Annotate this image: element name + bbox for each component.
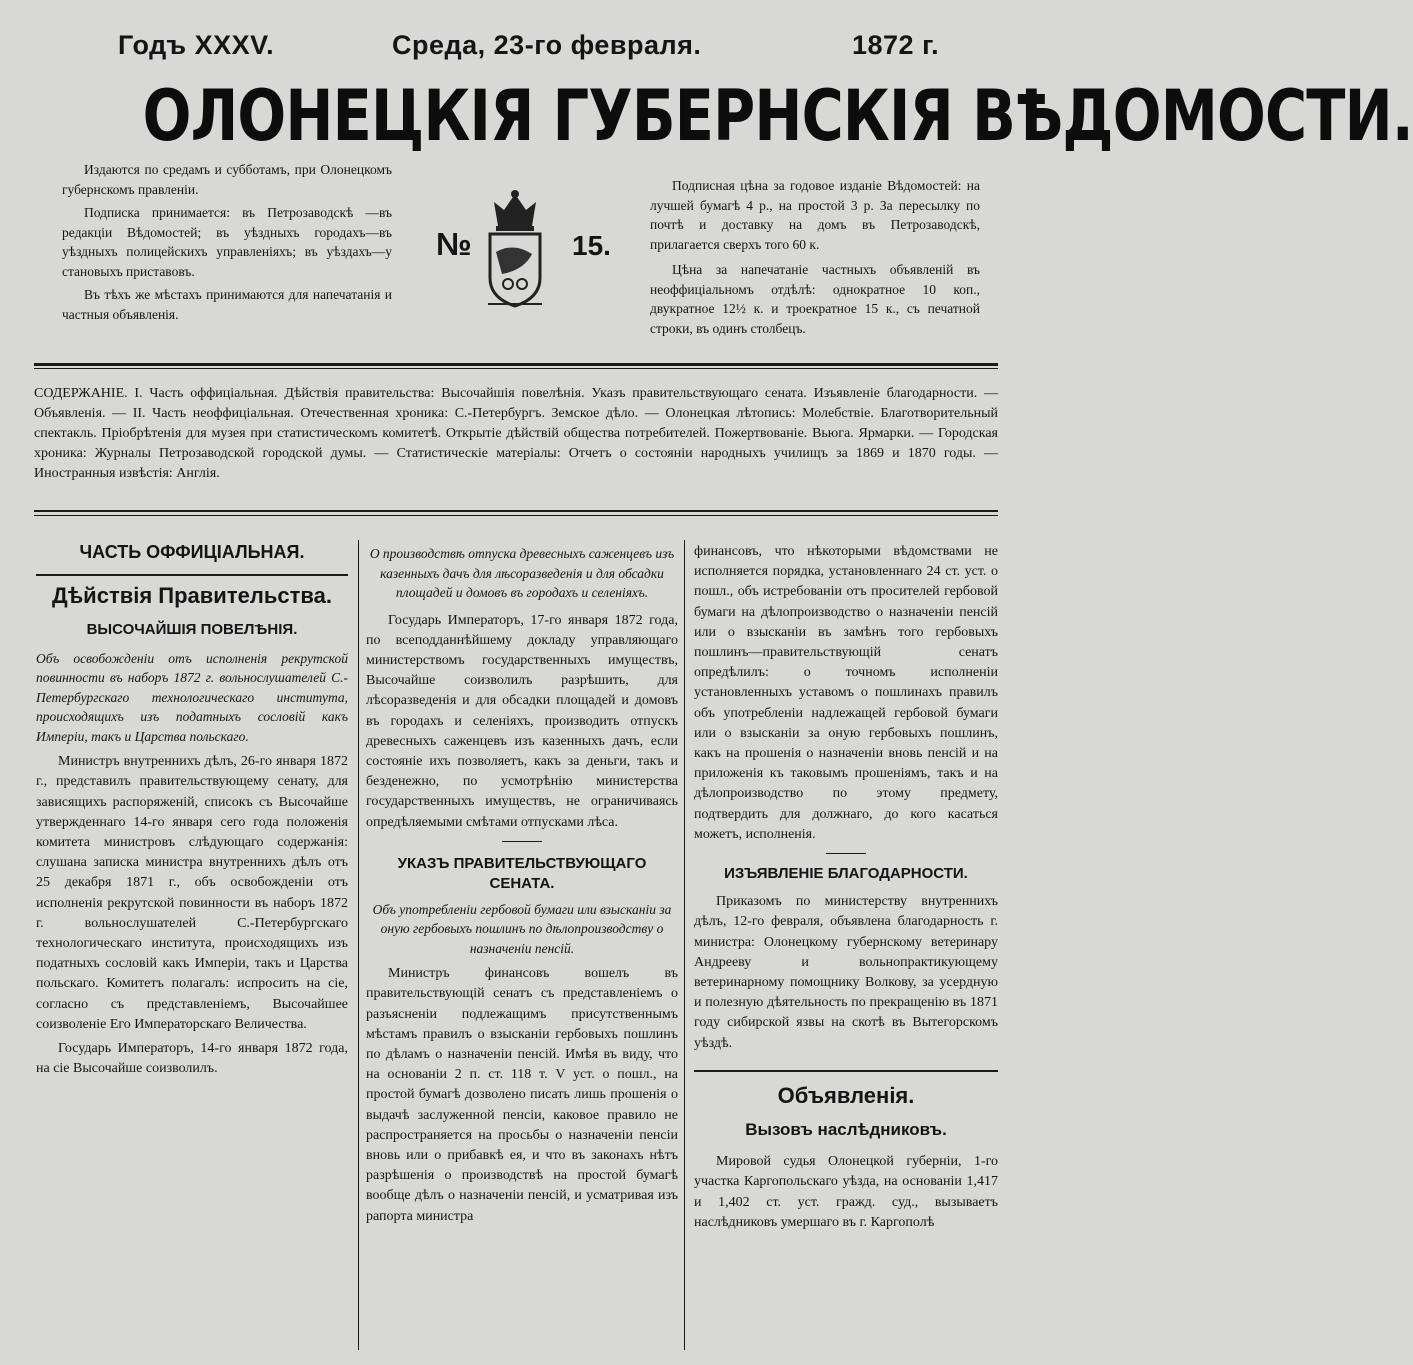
info-paragraph: Въ тѣхъ же мѣстахъ принимаются для напечатанія и частныя объявленія. [62, 287, 392, 322]
column-1 [36, 542, 348, 1079]
ukaz-continuation: финансовъ, что нѣкоторыми вѣдомствами не исполняется порядка, установленнаго 24 ст. уст. о пошл., объ истребованіи отъ просителей гербовой бумаги на дѣлопроизводство о назначеніи пенсій или о взысканіи въ замѣнъ того гербовыхъ пошлинъ—правительствующій сенатъ опредѣлилъ: о точномъ исполненіи установленныхъ уставомъ о пошлинахъ правилъ объ употребленіи надлежащей гербовой бумаги или о взысканіи за оную гербовыхъ пошлинъ, какъ на прошенія о назначеніи вновь пенсій и на приложенія къ таковымъ прошеніямъ, такъ и на дѣлопроизводство по этому предмету, подтвердить для должнаго, до кого касаться можетъ, исполненія. [694, 544, 998, 842]
ads-subtitle: Вызовъ наслѣдниковъ. [745, 1120, 947, 1140]
decree-paragraph: Государь Императоръ, 14-го января 1872 года, на сіе Высочайше соизволилъ. [36, 1040, 348, 1077]
issue-year: 1872 г. [852, 30, 940, 60]
thanks-title: ИЗЪЯВЛЕНІЕ БЛАГОДАРНОСТИ. [724, 865, 968, 883]
column-2 [366, 544, 678, 1227]
ukaz-title: УКАЗЪ ПРАВИТЕЛЬСТВУЮЩАГО СЕНАТА. [397, 854, 647, 892]
coat-of-arms-icon [480, 188, 550, 313]
masthead-title: ОЛОНЕЦКІЯ ГУБЕРНСКІЯ ВѢДОМОСТИ. [142, 75, 1413, 157]
decree-heading: О производствѣ отпуска древесныхъ саженцевъ изъ казенныхъ дачъ для лѣсоразведенія и для обсадки площадей и домовъ въ городахъ и селеніяхъ. [369, 546, 675, 600]
decree-paragraph: Министръ внутреннихъ дѣлъ, 26-го января 1872 г., представилъ правительствующему сенату, для зависящихъ распоряженій, списокъ съ Высочайше утвержденнаго 14-го января сего года положенія комитета министровъ слѣдующаго содержанія: слушана записка министра внутреннихъ дѣлъ отъ 25 декабря 1871 г., объ освобожденіи отъ исполненія рекрутской повинности въ наборъ 1872 г. вольнослушателей С.-Петербургскаго технологическаго института, происходящихъ изъ податныхъ сословій какъ Имперіи, такъ и Царства польскаго. Комитетъ полагалъ: испросить на сіе, согласно съ представленіемъ, Высочайшее соизволеніе Его Императорскаго Величества. [36, 754, 348, 1032]
part-title: ЧАСТЬ ОФФИЦІАЛЬНАЯ. [79, 542, 305, 562]
divider [34, 510, 998, 512]
info-paragraph: Подписная цѣна за годовое изданіе Вѣдомостей: на лучшей бумагѣ 4 р., на простой 3 р. За пересылку по почтѣ и доставку на домъ въ Петрозаводскѣ, прилагается сверхъ того 60 к. [650, 178, 980, 252]
price-info [650, 176, 980, 338]
decree-heading: Объ освобожденіи отъ исполненія рекрутской повинности въ наборъ 1872 г. вольнослушателей С.-Петербургскаго технологическаго института, происходящихъ изъ податныхъ сословій какъ Имперіи, такъ и Царства польскаго. [36, 650, 348, 744]
issue-number: 15. [572, 230, 611, 261]
divider [694, 1070, 998, 1072]
divider [826, 853, 866, 854]
thanks-paragraph: Приказомъ по министерству внутреннихъ дѣлъ, 12-го февраля, объявлена благодарность г. министра: Олонецкому губернскому ветеринару Андрееву и вольнопрактикующему ветеринарному помощнику Волкову, за усердную и полезную дѣятельность по прекращенію въ 1871 году сибирской язвы на скотѣ въ Вытегорскомъ уѣздѣ. [694, 894, 998, 1051]
volume-year: Годъ XXXV. [118, 30, 275, 60]
divider [36, 574, 348, 576]
info-paragraph: Издаются по средамъ и субботамъ, при Олонецкомъ губернскомъ правленіи. [62, 162, 392, 197]
column-divider [684, 540, 685, 1350]
column-3 [694, 542, 998, 1233]
issue-number-label: № [436, 226, 472, 262]
ads-paragraph: Мировой судья Олонецкой губерніи, 1-го участка Каргопольскаго уѣзда, на основаніи 1,417 и 1,402 ст. уст. гражд. суд., вызываетъ наслѣдниковъ умершаго въ г. Каргополѣ [694, 1154, 998, 1230]
table-of-contents: СОДЕРЖАНІЕ. I. Часть оффиціальная. Дѣйствія правительства: Высочайшія повелѣнія. Указъ правительствующаго сената. Изъявленіе благодарности. — Объявленія. — II. Часть неоффиціальная. Отечественная хроника: С.-Петербургъ. Земское дѣло. — Олонецкая лѣтопись: Молебствіе. Благотворительный спектакль. Пріобрѣтенія для музея при статистическомъ комитетѣ. Открытіе дѣйствій общества потребителей. Пожертвованіе. Вьюга. Ярмарки. — Городская хроника: Журналы Петрозаводской городской думы. — Статистическіе матеріалы: Отчетъ о состояніи народныхъ училищъ за 1869 и 1870 годы. — Иностранныя извѣстія: Англія. [34, 386, 998, 481]
divider [34, 368, 998, 369]
section-title: Дѣйствія Правительства. [52, 583, 332, 609]
ukaz-paragraph: Министръ финансовъ вошелъ въ правительствующій сенатъ съ представленіемъ о разъясненіи подлежащимъ присутственнымъ мѣстамъ правилъ о взысканіи гербовыхъ пошлинъ по дѣламъ о назначеніи пенсій. Имѣя въ виду, что на основаніи 2 п. ст. 118 т. V уст. о пошл., на простой бумагѣ дозволено писать лишь прошенія о выдачѣ заслуженной пенсіи, каковое правило не распространяется на просьбы о назначеніи пенсіи вновь или о прибавкѣ ея, и что въ законахъ нѣтъ разрѣшенія о производствѣ на простой бумагѣ вообще дѣлъ о назначеніи пенсій, и усматривая изъ рапорта министра [366, 966, 678, 1224]
decree-paragraph: Государь Императоръ, 17-го января 1872 года, по всеподданнѣйшему докладу управляющаго министерствомъ государственныхъ имуществъ, Высочайше соизволилъ разрѣшить, для лѣсоразведенія и для обсадки площадей и домовъ въ городахъ и селеніяхъ, производить отпускъ древесныхъ саженцевъ изъ казенныхъ дачъ, если состояніе ихъ позволяетъ, какъ за деньги, такъ и безденежно, по усмотрѣнію министерства государственныхъ имуществъ, не ограничиваясь опредѣляемыми смѣтами отпусками лѣса. [366, 612, 678, 830]
publication-info [62, 160, 392, 324]
ads-title: Объявленія. [777, 1082, 915, 1108]
issue-date: Среда, 23-го февраля. [392, 30, 702, 60]
divider [34, 363, 998, 366]
divider [502, 841, 542, 842]
ukaz-heading: Объ употребленіи гербовой бумаги или взысканіи за оную гербовыхъ пошлинъ по дѣлопроизводству о назначеніи пенсій. [372, 901, 672, 956]
info-paragraph: Цѣна за напечатаніе частныхъ объявленій въ неоффиціальномъ отдѣлѣ: однократное 10 коп., двукратное 12½ к. и троекратное 15 к., съ печатной строки, въ одинъ столбецъ. [650, 262, 980, 336]
subsection-title: ВЫСОЧАЙШІЯ ПОВЕЛѢНІЯ. [86, 621, 298, 639]
column-divider [358, 540, 359, 1350]
divider [34, 515, 998, 516]
info-paragraph: Подписка принимается: въ Петрозаводскѣ —въ редакціи Вѣдомостей; въ уѣздныхъ городахъ—въ уѣздныхъ полицейскихъ управленіяхъ; въ уѣздахъ—у становыхъ приставовъ. [62, 205, 392, 279]
